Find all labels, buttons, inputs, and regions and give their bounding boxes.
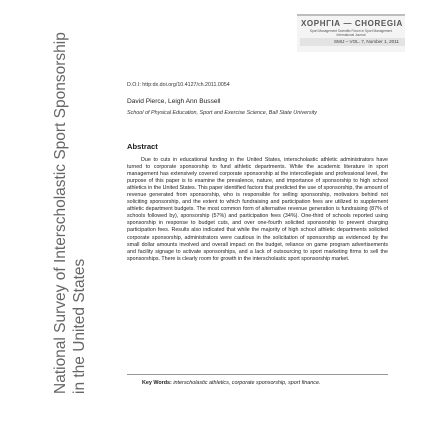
keywords	[142, 380, 388, 387]
side-title	[51, 34, 89, 394]
abstract-text: Due to cuts in educational funding in the United States, interscholastic athletic administrators have turned to corporate sponsorship to fund athletic departments. While the academic literature in sport management has extensively covered corporate sponsorship at the intercollegiate and professional level, the purpose of this paper is to examine the prevalence, nature, and importance of sponsorship to high school athletics in the United States. This paper identified factors that predicted the use of sponsorship, the amount of revenue generated from sponsorship, who is responsible for selling sponsorship, motivators behind not soliciting sponsorship, and the extent to which fundraising and participation fees are utilized to supplement athletic department budgets. The most common form of alternative revenue generation is fundraising (87% of schools followed by), sponsorship (57%) and participation fees (34%). One-third of schools reported using sponsorship in response to budget cuts, and over one-fourth solicited sponsorship to prevent charging participation fees. Results also indicated that while the majority of high school athletic departments solicited corporate sponsorship, administrators were cautious in the solicitation of sponsorship as evidenced by the small dollar amounts involved and overall impact on the budget, reliance on game program advertisements and facility signage to activate sponsorships, and a lack of outsourcing to sport marketing firms to sell the sponsorships. There is clearly room for growth in the interscholastic sport sponsorship market.	[127, 157, 389, 262]
abstract-heading: Abstract	[127, 142, 158, 151]
doi: D.O.I: http:dx.doi.org/10.4127/ch.2011.0054	[127, 82, 230, 88]
side-title-line-1: National Survey of Interscholastic Sport Sponsorship	[52, 32, 69, 394]
keywords-text: interscholastic athletics, corporate sponsorship, sport finance.	[173, 380, 321, 386]
keywords-divider	[127, 374, 388, 375]
authors: David Pierce, Leigh Ann Bussell	[127, 98, 221, 105]
issue-label: SMIJ – VOL. 7, Number 1, 2011	[333, 39, 399, 44]
issue-bar	[300, 38, 405, 46]
affiliation: School of Physical Education, Sport and Exercise Science, Ball State University	[127, 110, 317, 116]
side-title-line-2: in the United States	[71, 258, 88, 394]
journal-name: ΧΟΡΗΓΙΑ — CHOREGIA	[301, 19, 403, 28]
journal-subtitle: Sport Management Scientific Forum in Sport Management International Journal	[309, 29, 393, 37]
journal-banner	[297, 14, 405, 52]
keywords-label: Key Words:	[142, 380, 172, 386]
